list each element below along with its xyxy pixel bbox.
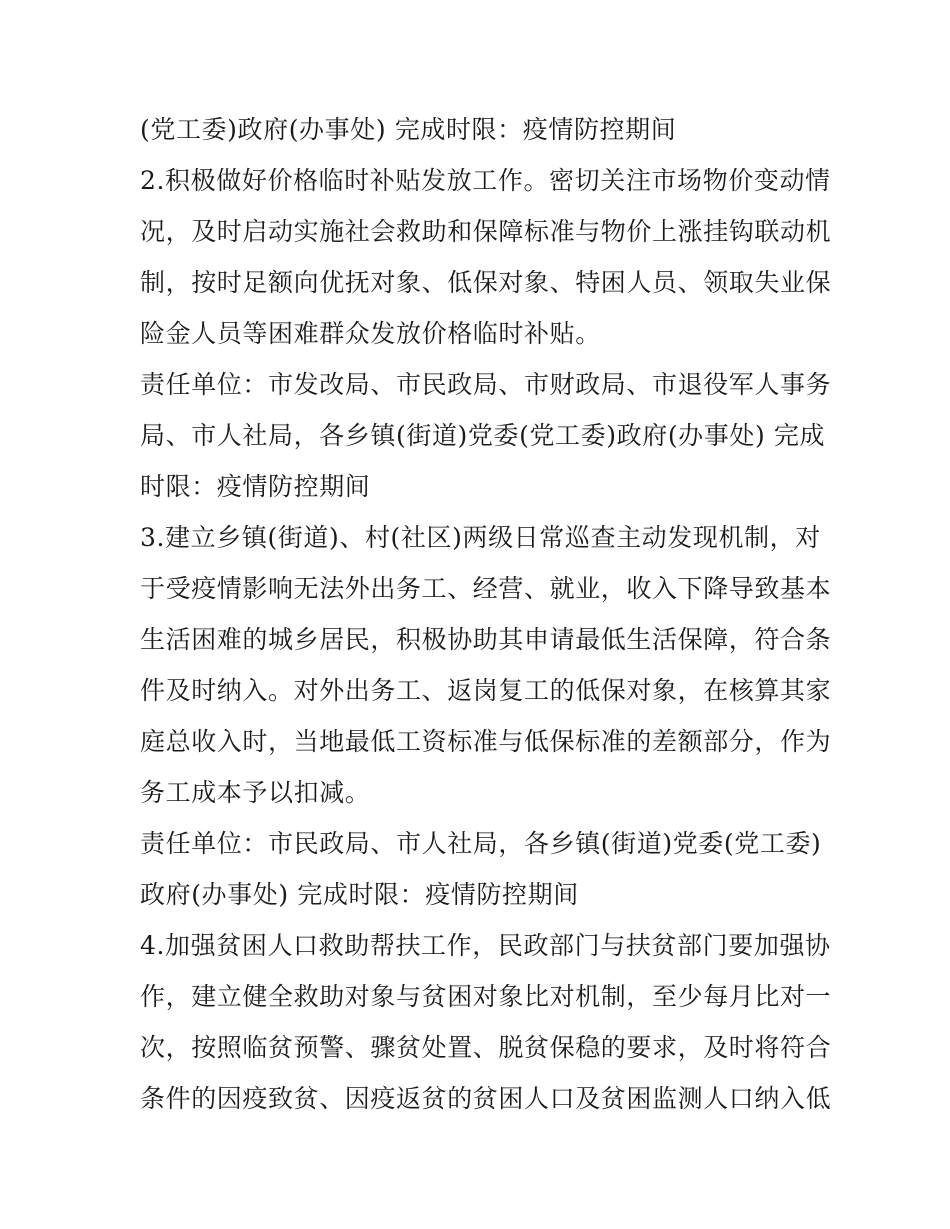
text-line: 局、市人社局，各乡镇(街道)党委(党工委)政府(办事处) 完成	[140, 421, 826, 450]
text-line: 件及时纳入。对外出务工、返岗复工的低保对象，在核算其家	[140, 676, 832, 705]
text-line: (党工委)政府(办事处) 完成时限：疫情防控期间	[140, 115, 677, 144]
text-line: 生活困难的城乡居民，积极协助其申请最低生活保障，符合条	[140, 625, 832, 654]
text-line: 庭总收入时，当地最低工资标准与低保标准的差额部分，作为	[140, 727, 832, 756]
text-line: 险金人员等困难群众发放价格临时补贴。	[140, 319, 601, 348]
text-line: 时限：疫情防控期间	[140, 472, 371, 501]
text-line: 责任单位：市发改局、市民政局、市财政局、市退役军人事务	[140, 370, 832, 399]
text-line: 制，按时足额向优抚对象、低保对象、特困人员、领取失业保	[140, 268, 832, 297]
text-line: 政府(办事处) 完成时限：疫情防控期间	[140, 880, 579, 909]
text-line: 条件的因疫致贫、因疫返贫的贫困人口及贫困监测人口纳入低	[140, 1084, 832, 1113]
text-line: 作，建立健全救助对象与贫困对象比对机制，至少每月比对一	[140, 982, 832, 1011]
document-body	[140, 104, 832, 1124]
text-line: 于受疫情影响无法外出务工、经营、就业，收入下降导致基本	[140, 574, 832, 603]
text-line: 责任单位：市民政局、市人社局，各乡镇(街道)党委(党工委)	[140, 829, 822, 858]
text-line: 4.加强贫困人口救助帮扶工作，民政部门与扶贫部门要加强协	[140, 931, 831, 960]
text-line: 务工成本予以扣减。	[140, 778, 371, 807]
text-line: 次，按照临贫预警、骤贫处置、脱贫保稳的要求，及时将符合	[140, 1033, 832, 1062]
text-line: 3.建立乡镇(街道)、村(社区)两级日常巡查主动发现机制，对	[140, 523, 821, 552]
text-line: 2.积极做好价格临时补贴发放工作。密切关注市场物价变动情	[140, 166, 831, 195]
text-line: 况，及时启动实施社会救助和保障标准与物价上涨挂钩联动机	[140, 217, 832, 246]
